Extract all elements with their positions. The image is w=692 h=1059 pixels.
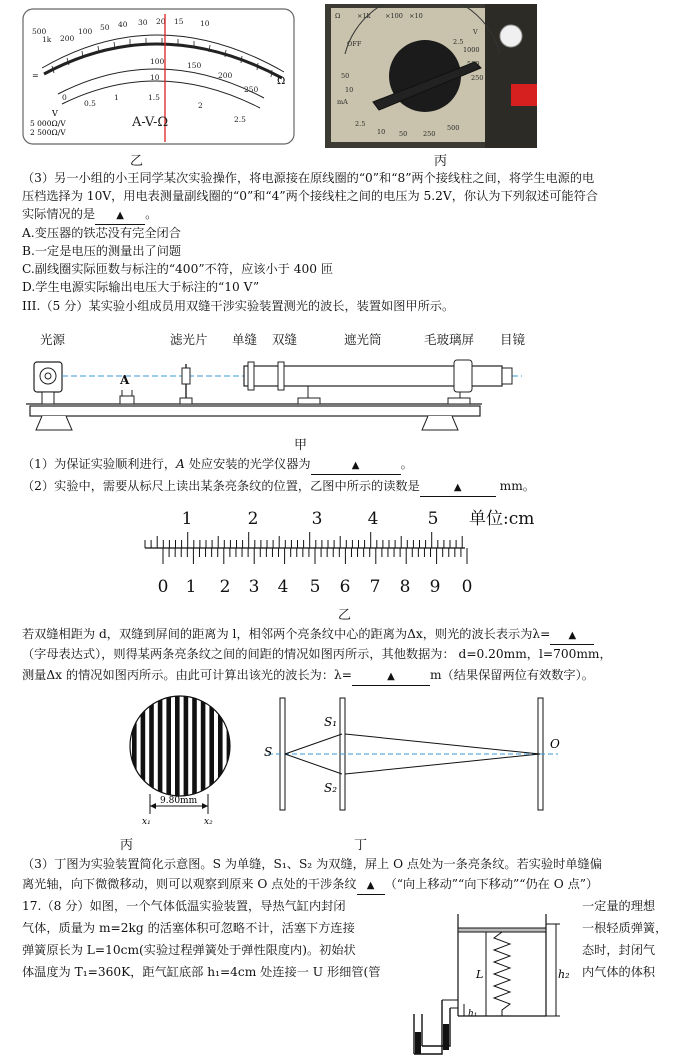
switch-label: 2.5 xyxy=(355,120,366,128)
dark-fringe xyxy=(184,690,189,802)
meter-num: 15 xyxy=(174,17,184,26)
question-text: （3）丁图为实验装置简化示意图。S 为单缝，S₁、S₂ 为双缝，屏上 O 点处为一条亮条纹。若实验时单缝偏 xyxy=(22,857,602,871)
meter-num: 1 xyxy=(114,93,119,102)
question-text xyxy=(22,876,598,895)
vernier-number: 0 xyxy=(461,577,473,597)
dark-fringe xyxy=(158,690,163,802)
switch-label: 500 xyxy=(467,60,480,68)
meter-omega: Ω xyxy=(277,76,286,87)
question-text: （“向上移动”“向下移动”“仍在 O 点”） xyxy=(384,877,599,891)
answer-blank[interactable] xyxy=(311,456,401,475)
meter-num: 100 xyxy=(78,27,93,36)
apparatus-label: 滤光片 xyxy=(170,332,208,347)
question-text: 若双缝相距为 d，双缝到屏间的距离为 l，相邻两个亮条纹中心的距离为Δx，则光的波长表示为λ= xyxy=(22,627,551,641)
switch-label: 50 xyxy=(341,72,350,80)
main-scale-number: 5 xyxy=(427,509,439,529)
meter-v-mark: V xyxy=(52,109,58,118)
switch-label: Ω xyxy=(335,12,341,20)
question-text: 处应安装的光学仪器为 xyxy=(184,457,311,471)
question-text: 。 xyxy=(400,457,413,471)
switch-label: 250 xyxy=(423,130,436,138)
vernier-number: 8 xyxy=(399,577,411,597)
question-text: mm。 xyxy=(499,479,535,493)
apparatus-label: 目镜 xyxy=(500,332,526,347)
meter-num: 100 xyxy=(150,57,165,66)
switch-label: 2.5 xyxy=(453,38,464,46)
height-h2: h₂ xyxy=(558,968,570,981)
question-text: （2）实验中，需要从标尺上读出某条亮条纹的位置，乙图中所示的读数是 xyxy=(22,479,420,493)
figure-caption: 丙 xyxy=(434,154,448,169)
meter-num: 30 xyxy=(138,18,148,27)
meter-num: 200 xyxy=(218,71,233,80)
question-text: （1）为保证实验顺利进行， xyxy=(22,457,177,471)
question-text xyxy=(22,456,413,475)
vernier-ruler xyxy=(135,500,565,604)
option-d: D.学生电源实际输出电压大于标注的“10 V” xyxy=(22,280,260,294)
figure-caption: 乙 xyxy=(338,608,352,623)
option-a: A.变压器的铁芯没有完全闭合 xyxy=(22,226,181,240)
fringe-x2: x₂ xyxy=(204,817,213,827)
answer-blank[interactable] xyxy=(420,478,496,497)
slit-S: S xyxy=(264,745,273,759)
answer-mark: ▲ xyxy=(116,210,124,221)
question-text: 压档选择为 10V，用电表测量副线圈的“0”和“4”两个接线柱之间的电压为 5.2V，你认为下列叙述可能符合 xyxy=(22,189,598,203)
meter-num: 2 xyxy=(198,101,203,110)
dark-fringe xyxy=(201,690,206,802)
vernier-number: 5 xyxy=(309,577,321,597)
question-text: 态时，封闭气 xyxy=(582,943,656,957)
question-text: 体温度为 T₁=360K，距气缸底部 h₁=4cm 处连接一 U 形细管(管 xyxy=(22,965,381,979)
question-text: 弹簧原长为 L=10cm(实验过程弹簧处于弹性限度内)。初始状 xyxy=(22,943,356,957)
figure-caption: 丙 xyxy=(120,838,134,853)
length-L: L xyxy=(476,968,484,981)
apparatus-label: 遮光筒 xyxy=(344,332,382,347)
point-O: O xyxy=(550,737,560,751)
dark-fringe xyxy=(166,690,171,802)
question-text: 气体，质量为 m=2kg 的活塞体积可忽略不计，活塞下方连接 xyxy=(22,921,355,935)
question-text: （3）另一小组的小王同学某次实验操作，将电源接在原线圈的“0”和“8”两个接线柱之间，将学生电源的电 xyxy=(22,171,595,185)
figure-caption: 丁 xyxy=(354,838,368,853)
answer-mark: ▲ xyxy=(387,671,395,682)
switch-label: Ω ADJ xyxy=(491,12,511,20)
question-text: m（结果保留两位有效数字）。 xyxy=(430,668,594,682)
switch-label: 1000 xyxy=(463,46,480,54)
question-text: 一根轻质弹簧， xyxy=(582,921,668,935)
switch-label: 250 xyxy=(471,74,484,82)
meter-label: A-V-Ω xyxy=(132,115,169,130)
answer-mark: ▲ xyxy=(453,482,462,493)
question-text: 。 xyxy=(145,207,158,221)
apparatus-label: 双缝 xyxy=(272,332,298,347)
meter-num: 2.5 xyxy=(234,115,246,124)
dark-fringe xyxy=(132,690,137,802)
answer-blank[interactable] xyxy=(550,626,594,645)
answer-mark: ▲ xyxy=(351,460,360,471)
vernier-number: 1 xyxy=(185,577,197,597)
apparatus-label: 光源 xyxy=(40,332,66,347)
slit-S2: S₂ xyxy=(324,781,338,795)
double-slit-schematic xyxy=(258,692,578,832)
figure-caption: 甲 xyxy=(294,438,308,453)
meter-num: 10 xyxy=(150,73,160,82)
meter-eq-mark: = xyxy=(32,71,39,80)
meter-num: 50 xyxy=(100,23,110,32)
question-text: 实际情况的是 xyxy=(22,207,96,221)
option-c: C.副线圈实际匝数与标注的“400”不符，应该小于 400 匝 xyxy=(22,262,334,276)
answer-blank[interactable] xyxy=(357,876,385,895)
meter-num: 0 xyxy=(62,93,67,102)
vernier-number: 4 xyxy=(277,577,289,597)
question-text xyxy=(22,206,157,225)
meter-num: 1.5 xyxy=(148,93,160,102)
switch-label: ×1k xyxy=(357,12,371,20)
switch-label: 50 xyxy=(399,130,408,138)
vernier-number: 7 xyxy=(369,577,381,597)
meter-spec: 5 000Ω/V xyxy=(30,119,66,128)
question-text: 17.（8 分）如图，一个气体低温实验装置，导热气缸内封闭 xyxy=(22,899,346,913)
apparatus-diagram xyxy=(22,346,542,434)
meter-num: 200 xyxy=(60,34,75,43)
question-text: A xyxy=(176,457,185,471)
meter-num: 150 xyxy=(187,61,202,70)
question-text: 内气体的体积 xyxy=(582,965,656,979)
answer-blank[interactable] xyxy=(95,206,145,225)
meter-num: 500 xyxy=(32,27,47,36)
meter-num: 20 xyxy=(156,17,166,26)
meter-num: 1k xyxy=(42,35,52,44)
switch-label: 10 xyxy=(377,128,386,136)
switch-label: mA xyxy=(337,98,348,106)
fringe-x1: x₁ xyxy=(142,817,151,827)
switch-label: ×10 xyxy=(409,12,423,20)
fringe-pattern-figure xyxy=(120,690,240,830)
apparatus-label: 单缝 xyxy=(232,332,258,347)
question-text: 离光轴，向下微微移动，则可以观察到原来 O 点处的干涉条纹 xyxy=(22,877,357,891)
dark-fringe xyxy=(192,690,197,802)
dark-fringe xyxy=(218,690,223,802)
vernier-number: 0 xyxy=(157,577,169,597)
figure-caption: 乙 xyxy=(130,154,144,169)
height-h1: h₁ xyxy=(468,1009,478,1019)
answer-blank[interactable] xyxy=(352,667,430,686)
multimeter-dial-figure xyxy=(22,8,296,146)
answer-mark: ▲ xyxy=(568,630,577,641)
switch-label: 500 xyxy=(447,124,460,132)
meter-num: 10 xyxy=(200,19,210,28)
vernier-number: 2 xyxy=(219,577,231,597)
main-scale-number: 2 xyxy=(247,509,259,529)
main-scale-number: 1 xyxy=(181,509,193,529)
question-text: （字母表达式），则得某两条亮条纹之间的间距的情况如图丙所示，其他数据为： d=0.20mm，l=700mm， xyxy=(22,647,612,661)
meter-spec: 2 500Ω/V xyxy=(30,128,66,137)
main-scale-number: 4 xyxy=(367,509,379,529)
switch-label: OFF xyxy=(347,40,362,48)
switch-label: ×100 xyxy=(385,12,403,20)
vernier-number: 6 xyxy=(339,577,351,597)
dark-fringe xyxy=(175,690,180,802)
question-text xyxy=(22,626,594,645)
option-b: B.一定是电压的测量出了问题 xyxy=(22,244,182,258)
section-heading: III.（5 分）某实验小组成员用双缝干涉实验装置测光的波长，装置如图甲所示。 xyxy=(22,299,455,313)
question-text: 测量Δx 的情况如图丙所示。由此可计算出该光的波长为：λ= xyxy=(22,668,352,682)
vernier-number: 3 xyxy=(248,577,260,597)
meter-num: 250 xyxy=(244,85,259,94)
apparatus-label: 毛玻璃屏 xyxy=(424,332,475,347)
multimeter-switch-photo xyxy=(325,4,537,148)
main-scale-number: 3 xyxy=(311,509,323,529)
question-text xyxy=(22,478,535,497)
switch-label: 10 xyxy=(345,86,354,94)
gas-cylinder-figure xyxy=(406,904,576,1059)
switch-label: V xyxy=(473,28,478,36)
question-text xyxy=(22,667,594,686)
slit-S1: S₁ xyxy=(324,715,338,729)
fringe-distance: 9.80mm xyxy=(160,796,198,806)
answer-mark: ▲ xyxy=(366,880,375,891)
meter-num: 40 xyxy=(118,20,128,29)
question-text: 一定量的理想 xyxy=(582,899,656,913)
vernier-number: 9 xyxy=(429,577,441,597)
apparatus-label-a: A xyxy=(120,373,130,387)
meter-num: 0.5 xyxy=(84,99,96,108)
dark-fringe xyxy=(149,690,154,802)
ruler-unit: 单位:cm xyxy=(469,509,535,529)
dark-fringe xyxy=(141,690,146,802)
